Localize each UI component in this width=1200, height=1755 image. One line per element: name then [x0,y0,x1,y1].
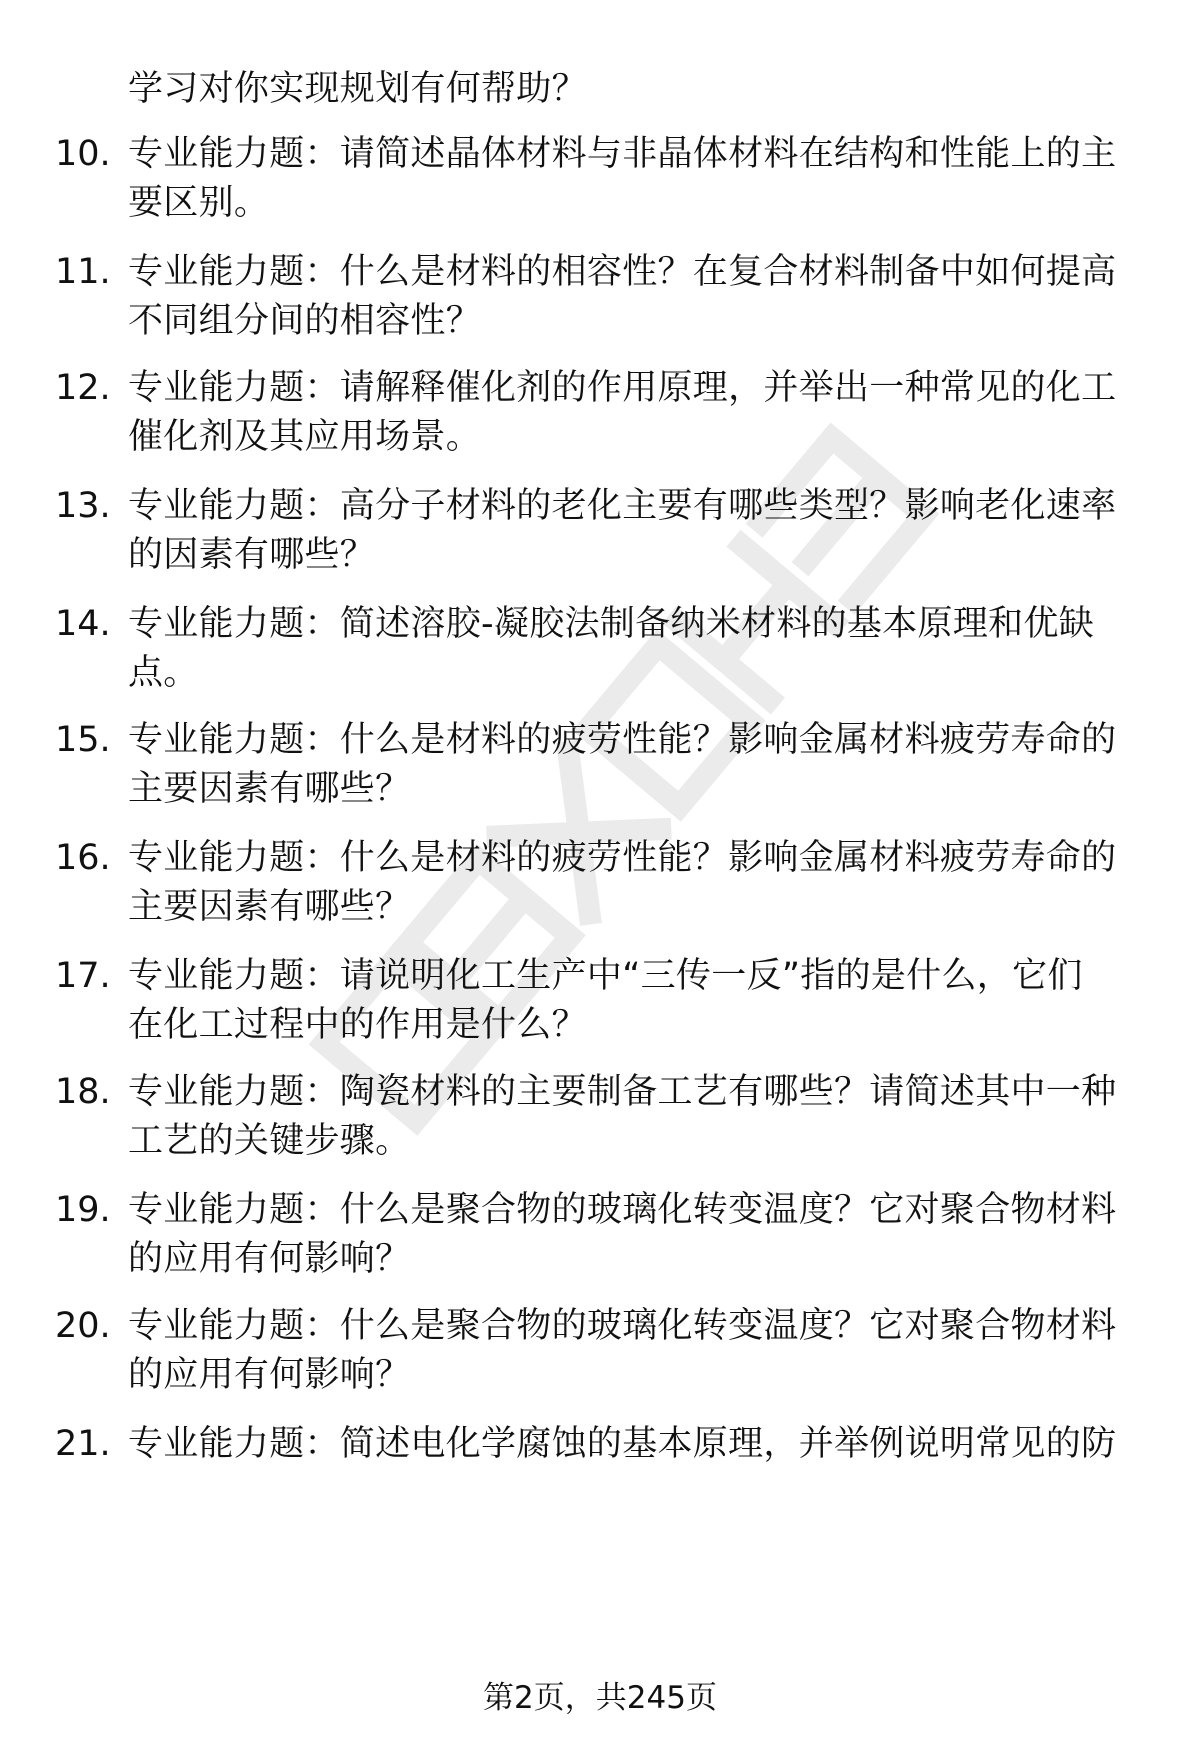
question-text-line1: 专业能力题：什么是材料的疲劳性能？影响金属材料疲劳寿命的 [128,838,1117,878]
question-text-line1: 专业能力题：陶瓷材料的主要制备工艺有哪些？请简述其中一种 [128,1072,1117,1112]
question-text-line1: 专业能力题：高分子材料的老化主要有哪些类型？影响老化速率 [128,486,1117,526]
question-text-line2: 主要因素有哪些？ [128,887,411,927]
question-number: 12. [55,368,111,408]
question-number: 10. [55,134,111,174]
question-number: 14. [55,604,111,644]
question-number: 15. [55,720,111,760]
question-text-line1: 专业能力题：请解释催化剂的作用原理，并举出一种常见的化工 [128,368,1117,408]
question-text-line1: 专业能力题：什么是聚合物的玻璃化转变温度？它对聚合物材料 [128,1306,1117,1346]
question-text-line2: 要区别。 [128,183,270,223]
question-number: 13. [55,486,111,526]
question-text-line1: 专业能力题：简述溶胶-凝胶法制备纳米材料的基本原理和优缺 [128,604,1095,644]
question-text-line2: 的因素有哪些？ [128,535,376,575]
question-number: 21. [55,1424,111,1464]
question-text-line1: 专业能力题：什么是材料的疲劳性能？影响金属材料疲劳寿命的 [128,720,1117,760]
question-number: 19. [55,1190,111,1230]
page-footer: 第2页，共245页 [483,1680,717,1716]
question-text-line2: 在化工过程中的作用是什么？ [128,1005,587,1045]
continuation-line: 学习对你实现规划有何帮助？ [128,69,587,109]
question-number: 16. [55,838,111,878]
question-text-line2: 的应用有何影响？ [128,1239,411,1279]
question-text-line2: 催化剂及其应用场景。 [128,417,482,457]
question-text-line1: 专业能力题：请简述晶体材料与非晶体材料在结构和性能上的主 [128,134,1117,174]
question-number: 17. [55,956,111,996]
question-text-line2: 工艺的关键步骤。 [128,1121,411,1161]
question-text-line2: 点。 [128,653,199,693]
question-text-line2: 主要因素有哪些？ [128,769,411,809]
question-text-line2: 不同组分间的相容性？ [128,301,482,341]
question-number: 11. [55,252,111,292]
question-number: 20. [55,1306,111,1346]
question-text-line1: 专业能力题：什么是材料的相容性？在复合材料制备中如何提高 [128,252,1117,292]
question-text-line2: 的应用有何影响？ [128,1355,411,1395]
question-number: 18. [55,1072,111,1112]
question-text-line1: 专业能力题：请说明化工生产中“三传一反”指的是什么，它们 [128,956,1083,996]
question-text-line1: 专业能力题：什么是聚合物的玻璃化转变温度？它对聚合物材料 [128,1190,1117,1230]
question-text-line1: 专业能力题：简述电化学腐蚀的基本原理，并举例说明常见的防 [128,1424,1117,1464]
